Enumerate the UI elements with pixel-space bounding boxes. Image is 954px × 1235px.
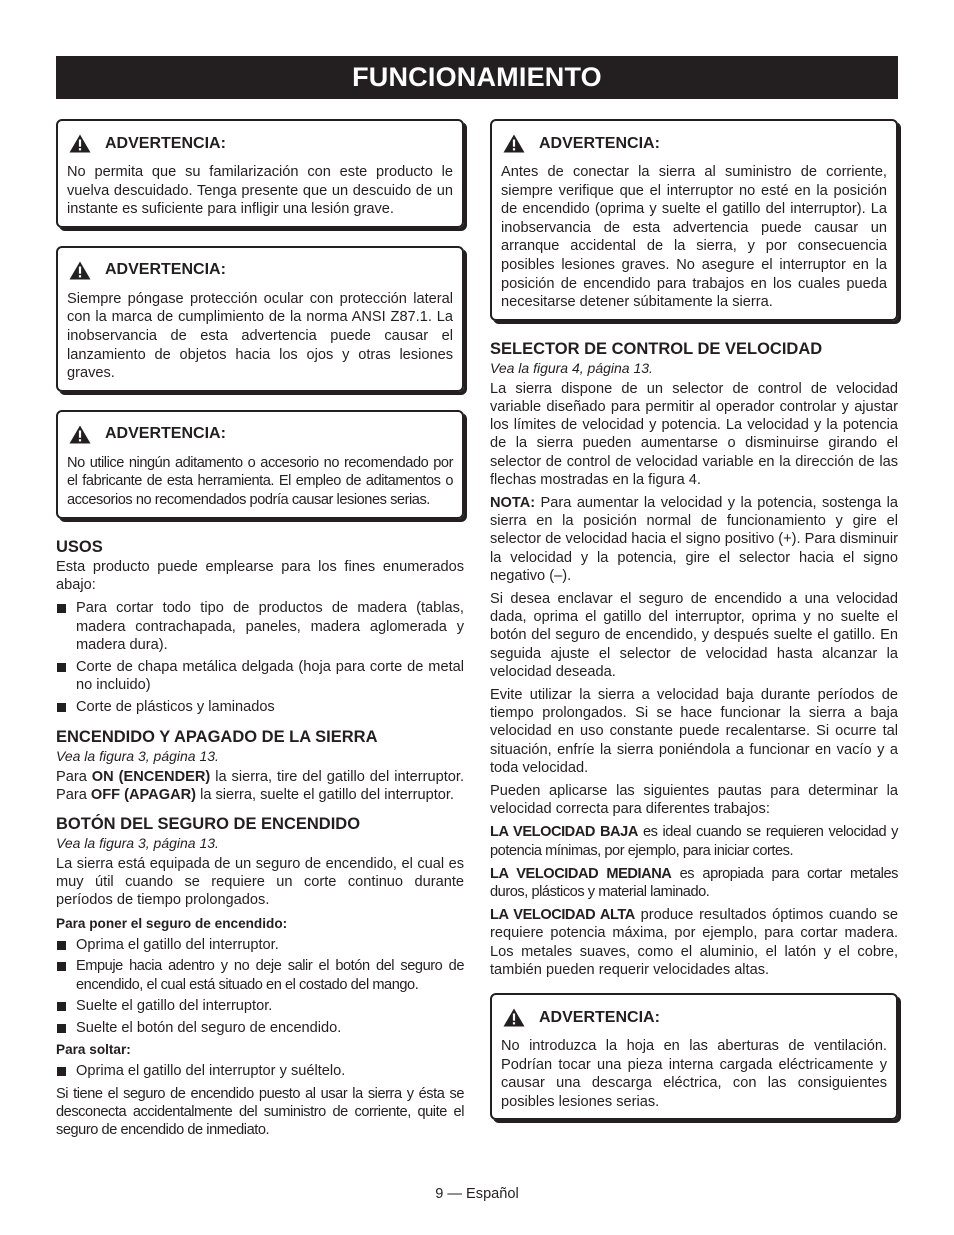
nota-label: NOTA: [490, 494, 536, 511]
list-item: Empuje hacia adentro y no deje salir el botón del seguro de encendido, el cual está situado en el costado del mango. [56, 957, 464, 994]
warning-title: ADVERTENCIA: [105, 261, 226, 279]
selector-pautas: Pueden aplicarse las siguientes pautas para determinar la velocidad correcta para diferentes trabajos: [490, 783, 898, 818]
section-heading-usos: USOS [56, 537, 103, 556]
warning-box-proteccion [56, 246, 464, 392]
section-selector [490, 339, 898, 979]
list-item: Oprima el gatillo del interruptor. [56, 936, 464, 955]
list-item: Suelte el gatillo del interruptor. [56, 997, 464, 1016]
warning-header [69, 261, 453, 280]
warning-text: No utilice ningún aditamento o accesorio no recomendado por el fabricante de esta herramienta. El empleo de aditamentos o accesorios no recomendados podría causar lesiones serias. [67, 454, 453, 508]
warning-header [503, 1008, 887, 1027]
warning-triangle-icon [503, 1008, 525, 1027]
warning-box-familiarizacion [56, 119, 464, 228]
page-footer: 9 — Español [435, 1186, 519, 1202]
subheading-soltar: Para soltar: [56, 1042, 131, 1058]
usos-intro: Esta producto puede emplearse para los fines enumerados abajo: [56, 558, 464, 593]
warning-header [69, 134, 453, 153]
warning-text: Antes de conectar la sierra al suministro de corriente, siempre verifique que el interruptor no esté en la posición de encendido (oprima y suelte el gatillo del interruptor). La inobservancia de esta advertencia puede causar un arranque accidental de la sierra, y por consecuencia posibles lesiones graves. No asegure el interruptor en la posición de encendido para trabajos en los cuales pueda necesitarse detener súbitamente la sierra. [501, 164, 887, 311]
warning-text: No introduzca la hoja en las aberturas de ventilación. Podrían tocar una pieza interna cargada eléctricamente y causar una descarga eléctrica, con las consiguientes posibles lesiones serias. [501, 1038, 887, 1110]
list-item: Oprima el gatillo del interruptor y suéltelo. [56, 1062, 464, 1081]
left-column [56, 119, 464, 1145]
section-encendido [56, 727, 464, 804]
selector-evite: Evite utilizar la sierra a velocidad baja durante períodos de tiempo prolongados. Si se hace funcionar la sierra a baja velocidad en uso constante puede recalentarse. Si ocurre tal situación, enfríe la sierra poniéndola a funcionar en vacío y a toda velocidad. [490, 687, 898, 776]
encendido-text [56, 768, 464, 804]
selector-intro: La sierra dispone de un selector de control de velocidad variable diseñado para permitir al operador controlar y ajustar los límites de velocidad y potencia. La velocidad y la potencia de la sierra pueden aumentarse o disminuirse girando el selector de control de velocidad variable en la dirección de las flechas mostradas en la figura 4. [490, 380, 898, 488]
selector-nota [490, 494, 898, 585]
warning-triangle-icon [503, 134, 525, 153]
warning-box-aditamentos [56, 410, 464, 519]
warning-text: No permita que su familarización con este producto le vuelva descuidado. Tenga presente que un descuido de un instante es suficiente para infligir una lesión grave. [67, 164, 453, 218]
page-title: FUNCIONAMIENTO [56, 56, 898, 99]
warning-title: ADVERTENCIA: [539, 134, 660, 152]
right-column [490, 119, 898, 1138]
warning-text: Siempre póngase protección ocular con protección lateral con la marca de cumplimiento de la norma ANSI Z87.1. La inobservancia de esta advertencia puede causar el lanzamiento de objetos hacia los ojos y otras lesiones graves. [67, 290, 453, 382]
text-run: Para aumentar la velocidad y la potencia, sostenga la sierra en la posición normal de funcionamiento y gire el selector de velocidad hacia el signo positivo (+). Para disminuir la velocidad y la potencia, gire el selector hacia el signo negativo (–). [490, 494, 898, 584]
text-run: es ideal cuando se requieren velocidad y potencia mínimas, por ejemplo, para iniciar cortes. [490, 824, 898, 859]
warning-triangle-icon [69, 134, 91, 153]
warning-box-ventilacion [490, 993, 898, 1120]
seguro-intro: La sierra está equipada de un seguro de encendido, el cual es muy útil cuando se requiere un corte continuo durante períodos de tiempo prolongados. [56, 855, 464, 909]
section-heading-encendido: ENCENDIDO Y APAGADO DE LA SIERRA [56, 727, 378, 746]
warning-title: ADVERTENCIA: [539, 1008, 660, 1026]
figure-reference: Vea la figura 3, página 13. [56, 834, 219, 851]
section-usos [56, 537, 464, 717]
list-item: Corte de plásticos y laminados [56, 698, 464, 717]
warning-title: ADVERTENCIA: [105, 425, 226, 443]
warning-header [503, 134, 887, 153]
text-run: es apropiada para cortar metales duros, plásticos y material laminado. [490, 865, 898, 901]
warning-triangle-icon [69, 425, 91, 444]
list-item: Suelte el botón del seguro de encendido. [56, 1019, 464, 1038]
subheading-poner: Para poner el seguro de encendido: [56, 915, 288, 931]
section-heading-selector: SELECTOR DE CONTROL DE VELOCIDAD [490, 339, 823, 358]
poner-list [56, 936, 464, 1038]
text-run: produce resultados óptimos cuando se requiere potencia máxima, por ejemplo, para cortar madera. Los metales suaves, como el aluminio, el latón y el cobre, también pueden requerir velocidades altas. [490, 907, 898, 978]
on-label: ON (ENCENDER) [91, 768, 211, 785]
text-run: la sierra, tire del gatillo del interruptor. Para [56, 768, 464, 803]
figure-reference: Vea la figura 4, página 13. [490, 359, 653, 376]
list-item: Para cortar todo tipo de productos de madera (tablas, madera contrachapada, paneles, madera aglomerada y madera dura). [56, 599, 464, 655]
list-item: Corte de chapa metálica delgada (hoja para corte de metal no incluido) [56, 658, 464, 695]
text-run: Para [56, 768, 92, 785]
velocidad-mediana-label: LA VELOCIDAD MEDIANA [490, 865, 672, 882]
velocidad-alta-label: LA VELOCIDAD ALTA [490, 907, 635, 924]
section-seguro [56, 814, 464, 1140]
soltar-list [56, 1062, 464, 1081]
selector-mediana [490, 865, 898, 901]
warning-box-conectar [490, 119, 898, 321]
off-label: OFF (APAGAR) [90, 786, 197, 803]
warning-triangle-icon [69, 261, 91, 280]
velocidad-baja-label: LA VELOCIDAD BAJA [490, 824, 638, 841]
section-heading-seguro: BOTÓN DEL SEGURO DE ENCENDIDO [56, 814, 361, 833]
text-run: la sierra, suelte el gatillo del interruptor. [196, 786, 454, 803]
selector-enclavar: Si desea enclavar el seguro de encendido a una velocidad dada, oprima el gatillo del interruptor, oprima y no suelte el botón del seguro de encendido, y después suelte el gatillo. En seguida ajuste el selector de velocidad hasta alcanzar la velocidad deseada. [490, 590, 898, 680]
selector-alta [490, 906, 898, 979]
selector-baja [490, 823, 898, 859]
figure-reference: Vea la figura 3, página 13. [56, 747, 219, 764]
seguro-outro: Si tiene el seguro de encendido puesto al usar la sierra y ésta se desconecta accidentalmente del suministro de corriente, quite el seguro de encendido de inmediato. [56, 1086, 464, 1139]
warning-header [69, 425, 453, 444]
warning-title: ADVERTENCIA: [105, 134, 226, 152]
usos-list [56, 599, 464, 717]
